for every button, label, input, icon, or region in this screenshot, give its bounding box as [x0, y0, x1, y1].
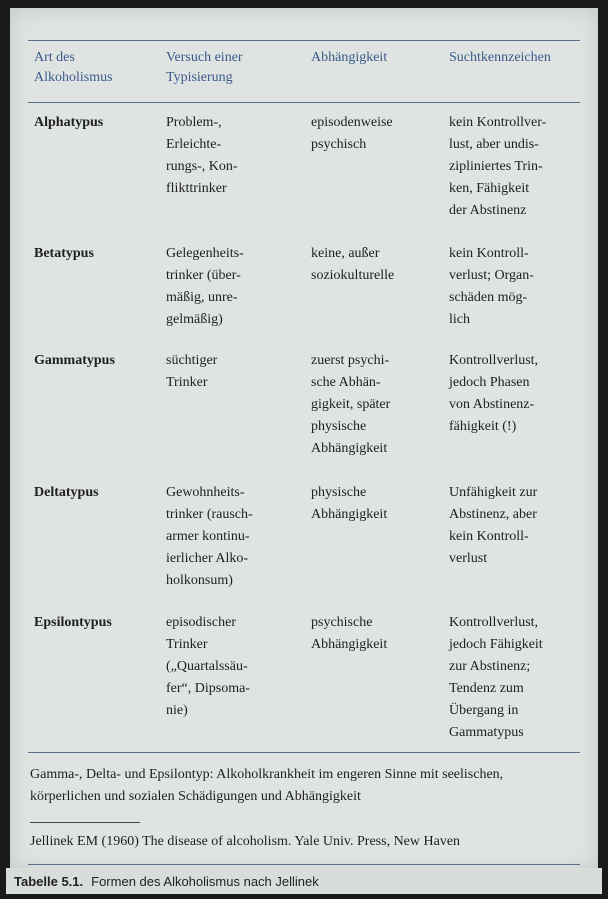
row-alpha-abhaengigkeit: episodenweise psychisch	[311, 115, 393, 152]
table-top-rule	[28, 40, 580, 41]
row-beta-abhaengigkeit: keine, außer soziokulturelle	[311, 246, 395, 283]
row-alpha-kennzeichen: kein Kontrollver- lust, aber undis- zipliniertes Trin- ken, Fähigkeit der Abstinenz	[449, 115, 547, 218]
row-delta-abhaengigkeit: physische Abhängigkeit	[311, 485, 388, 522]
row-alpha-typisierung: Problem-, Erleichte- rungs-, Kon- flikttrinker	[166, 115, 238, 196]
row-gamma-abhaengigkeit: zuerst psychi- sche Abhän- gigkeit, später physische Abhängigkeit	[311, 353, 391, 456]
header-typisierung: Versuch einer Typisierung	[166, 50, 243, 85]
row-delta-typisierung: Gewohnheits- trinker (rausch- armer kontinu- ierlicher Alko- holkonsum)	[166, 485, 253, 588]
row-epsilon-type: Epsilontypus	[34, 615, 112, 630]
header-suchtkennzeichen: Suchtkennzeichen	[449, 50, 551, 65]
header-abhaengigkeit: Abhängigkeit	[311, 50, 388, 65]
caption-text: Formen des Alkoholismus nach Jellinek	[91, 873, 319, 889]
table-note: Gamma-, Delta- und Epsilontyp: Alkoholkrankheit im engeren Sinne mit seelischen, körperlichen und sozialen Schädigungen und Abhängigkeit	[30, 767, 504, 804]
row-epsilon-kennzeichen: Kontrollverlust, jedoch Fähigkeit zur Abstinenz; Tendenz zum Übergang in Gammatypus	[449, 615, 543, 740]
table-bottom-rule	[28, 752, 580, 753]
header-art: Art des Alkoholismus	[34, 50, 113, 85]
row-beta-typisierung: Gelegenheits- trinker (über- mäßig, unre- gelmäßig)	[166, 246, 244, 327]
page-bottom-rule	[28, 864, 580, 865]
row-beta-kennzeichen: kein Kontroll- verlust; Organ- schäden mög- lich	[449, 246, 534, 327]
table-reference: Jellinek EM (1960) The disease of alcoholism. Yale Univ. Press, New Haven	[30, 834, 461, 849]
header-bottom-rule	[28, 102, 580, 103]
caption-label: Tabelle 5.1.	[14, 873, 84, 889]
reference-rule	[30, 822, 140, 823]
table-caption	[6, 868, 602, 894]
row-gamma-kennzeichen: Kontrollverlust, jedoch Phasen von Abstinenz- fähigkeit (!)	[449, 353, 539, 434]
row-gamma-typisierung: süchtiger Trinker	[166, 353, 218, 390]
row-epsilon-abhaengigkeit: psychische Abhängigkeit	[311, 615, 388, 652]
row-beta-type: Betatypus	[34, 246, 94, 261]
row-gamma-type: Gammatypus	[34, 353, 115, 368]
row-epsilon-typisierung: episodischer Trinker („Quartalssäu- fer“, Dipsoma- nie)	[166, 615, 250, 718]
row-delta-type: Deltatypus	[34, 485, 99, 500]
row-alpha-type: Alphatypus	[34, 115, 104, 130]
row-delta-kennzeichen: Unfähigkeit zur Abstinenz, aber kein Kontroll- verlust	[449, 485, 538, 566]
